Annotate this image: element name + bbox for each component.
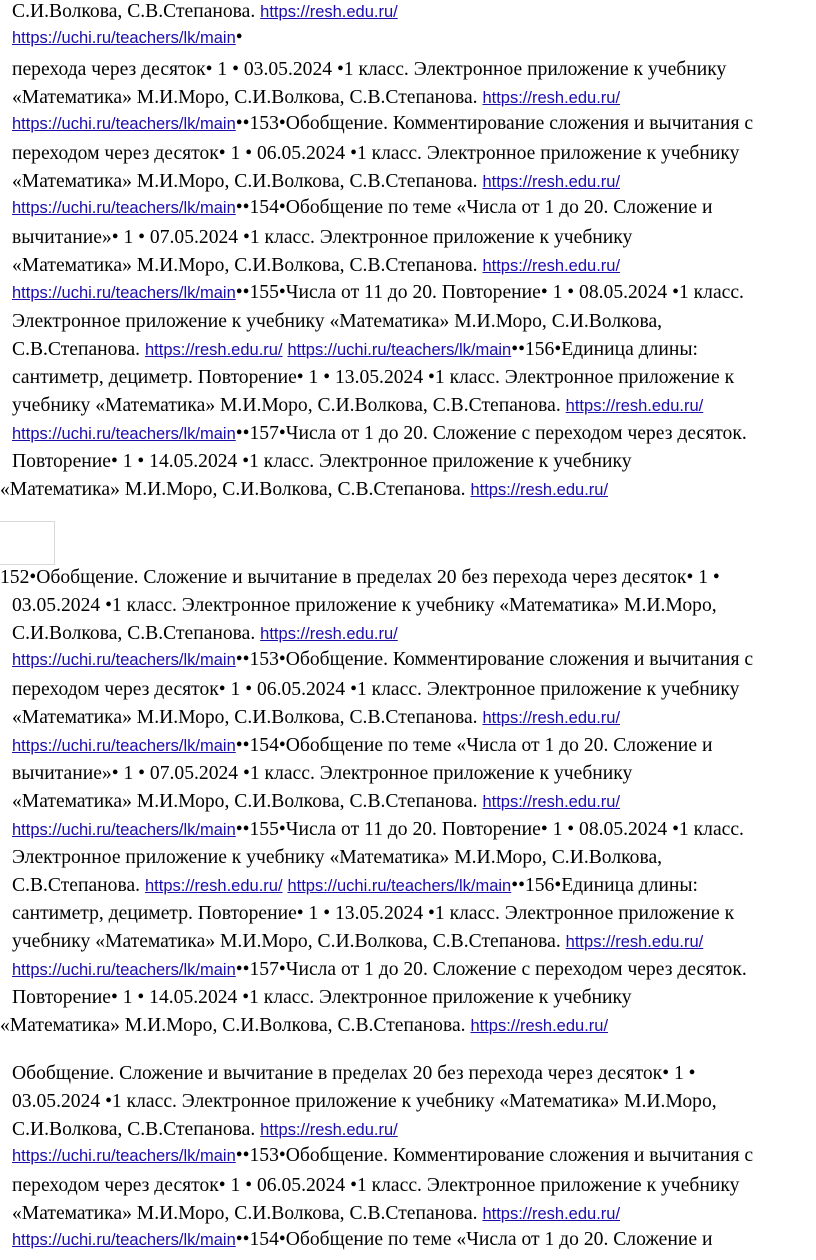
text-line bbox=[12, 312, 662, 332]
uchi-link[interactable]: https://uchi.ru/teachers/lk/main bbox=[12, 821, 236, 839]
resh-link[interactable]: https://resh.edu.ru/ bbox=[482, 793, 621, 811]
text-line bbox=[12, 1092, 717, 1112]
text-segment: 03.05.2024 •1 класс. Электронное приложение к учебнику «Математика» М.И.Моро, bbox=[12, 595, 717, 616]
resh-link[interactable]: https://resh.edu.ru/ bbox=[470, 1017, 609, 1035]
text-segment: «Математика» М.И.Моро, С.И.Волкова, С.В.Степанова. bbox=[0, 479, 471, 500]
resh-link[interactable]: https://resh.edu.ru/ bbox=[144, 341, 283, 359]
resh-link[interactable]: https://resh.edu.ru/ bbox=[260, 1121, 398, 1139]
text-segment: ••154•Обобщение по теме «Числа от 1 до 20. Сложение и bbox=[235, 197, 713, 218]
uchi-link[interactable]: https://uchi.ru/teachers/lk/main bbox=[12, 199, 236, 217]
text-line bbox=[12, 283, 744, 303]
text-segment: «Математика» М.И.Моро, С.И.Волкова, С.В.Степанова. bbox=[12, 87, 483, 108]
text-segment: ••155•Числа от 11 до 20. Повторение• 1 • 08.05.2024 •1 класс. bbox=[235, 282, 744, 303]
text-segment: вычитание»• 1 • 07.05.2024 •1 класс. Электронное приложение к учебнику bbox=[12, 227, 633, 248]
text-line bbox=[12, 424, 747, 444]
text-line bbox=[12, 820, 744, 840]
text-line bbox=[0, 480, 608, 500]
text-line bbox=[12, 596, 717, 616]
text-line bbox=[12, 114, 753, 134]
text-line bbox=[12, 28, 243, 48]
uchi-link[interactable]: https://uchi.ru/teachers/lk/main bbox=[12, 115, 236, 133]
uchi-link[interactable]: https://uchi.ru/teachers/lk/main bbox=[287, 877, 512, 895]
text-segment: ••153•Обобщение. Комментирование сложения и вычитания с bbox=[235, 113, 754, 134]
text-line bbox=[12, 60, 726, 80]
text-segment: переходом через десяток• 1 • 06.05.2024 •1 класс. Электронное приложение к учебнику bbox=[12, 679, 740, 700]
text-line bbox=[12, 650, 753, 670]
empty-image-placeholder bbox=[0, 521, 55, 565]
text-segment: «Математика» М.И.Моро, С.И.Волкова, С.В.Степанова. bbox=[12, 171, 483, 192]
text-line bbox=[12, 848, 662, 868]
text-line bbox=[12, 256, 620, 276]
text-segment: «Математика» М.И.Моро, С.И.Волкова, С.В.Степанова. bbox=[12, 791, 483, 812]
text-segment: ••154•Обобщение по теме «Числа от 1 до 20. Сложение и bbox=[235, 735, 713, 756]
text-segment: ••153•Обобщение. Комментирование сложения и вычитания с bbox=[235, 649, 754, 670]
uchi-link[interactable]: https://uchi.ru/teachers/lk/main bbox=[12, 425, 236, 443]
text-segment: ••157•Числа от 1 до 20. Сложение с переходом через десяток. bbox=[235, 423, 747, 444]
text-segment: переходом через десяток• 1 • 06.05.2024 •1 класс. Электронное приложение к учебнику bbox=[12, 1175, 740, 1196]
text-line bbox=[12, 876, 698, 896]
text-segment: Повторение• 1 • 14.05.2024 •1 класс. Электронное приложение к учебнику bbox=[12, 451, 632, 472]
text-segment: 03.05.2024 •1 класс. Электронное приложение к учебнику «Математика» М.И.Моро, bbox=[12, 1091, 717, 1112]
text-segment: ••153•Обобщение. Комментирование сложения и вычитания с bbox=[235, 1145, 754, 1166]
resh-link[interactable]: https://resh.edu.ru/ bbox=[144, 877, 283, 895]
text-line bbox=[12, 988, 632, 1008]
resh-link[interactable]: https://resh.edu.ru/ bbox=[482, 1205, 621, 1223]
text-segment: сантиметр, дециметр. Повторение• 1 • 13.05.2024 •1 класс. Электронное приложение к bbox=[12, 367, 735, 388]
text-segment: переходом через десяток• 1 • 06.05.2024 •1 класс. Электронное приложение к учебнику bbox=[12, 143, 740, 164]
text-segment: ••154•Обобщение по теме «Числа от 1 до 20. Сложение и bbox=[235, 1229, 713, 1250]
text-segment: «Математика» М.И.Моро, С.И.Волкова, С.В.Степанова. bbox=[12, 255, 483, 276]
text-segment: «Математика» М.И.Моро, С.И.Волкова, С.В.Степанова. bbox=[12, 1203, 483, 1224]
resh-link[interactable]: https://resh.edu.ru/ bbox=[470, 481, 609, 499]
text-line bbox=[12, 764, 632, 784]
text-segment: 152•Обобщение. Сложение и вычитание в пределах 20 без перехода через десяток• 1 • bbox=[0, 567, 720, 588]
text-segment: учебнику «Математика» М.И.Моро, С.И.Волкова, С.В.Степанова. bbox=[12, 931, 566, 952]
uchi-link[interactable]: https://uchi.ru/teachers/lk/main bbox=[12, 29, 236, 47]
resh-link[interactable]: https://resh.edu.ru/ bbox=[565, 397, 704, 415]
text-segment: • bbox=[235, 27, 243, 48]
text-line bbox=[12, 368, 734, 388]
text-line bbox=[12, 932, 703, 952]
text-line bbox=[12, 198, 712, 218]
text-segment: С.И.Волкова, С.В.Степанова. bbox=[12, 1119, 261, 1140]
text-segment: ••155•Числа от 11 до 20. Повторение• 1 • 08.05.2024 •1 класс. bbox=[235, 819, 744, 840]
text-line bbox=[12, 88, 620, 108]
resh-link[interactable]: https://resh.edu.ru/ bbox=[482, 173, 621, 191]
text-line bbox=[12, 144, 739, 164]
uchi-link[interactable]: https://uchi.ru/teachers/lk/main bbox=[12, 961, 236, 979]
text-segment: Повторение• 1 • 14.05.2024 •1 класс. Электронное приложение к учебнику bbox=[12, 987, 632, 1008]
text-segment: сантиметр, дециметр. Повторение• 1 • 13.05.2024 •1 класс. Электронное приложение к bbox=[12, 903, 735, 924]
text-line bbox=[12, 904, 734, 924]
text-segment: Электронное приложение к учебнику «Математика» М.И.Моро, С.И.Волкова, bbox=[12, 847, 663, 868]
text-line bbox=[12, 792, 620, 812]
resh-link[interactable]: https://resh.edu.ru/ bbox=[565, 933, 704, 951]
text-line bbox=[12, 708, 620, 728]
text-line bbox=[12, 1064, 696, 1084]
text-segment: С.В.Степанова. bbox=[12, 339, 145, 360]
text-line bbox=[0, 568, 720, 588]
uchi-link[interactable]: https://uchi.ru/teachers/lk/main bbox=[12, 737, 236, 755]
text-line bbox=[12, 1176, 739, 1196]
uchi-link[interactable]: https://uchi.ru/teachers/lk/main bbox=[12, 284, 236, 302]
text-line bbox=[12, 1204, 620, 1224]
text-line bbox=[12, 736, 712, 756]
text-segment: Электронное приложение к учебнику «Математика» М.И.Моро, С.И.Волкова, bbox=[12, 311, 663, 332]
text-segment: «Математика» М.И.Моро, С.И.Волкова, С.В.Степанова. bbox=[0, 1015, 471, 1036]
text-line bbox=[12, 172, 620, 192]
text-line bbox=[12, 624, 398, 644]
text-segment: С.И.Волкова, С.В.Степанова. bbox=[12, 1, 261, 22]
text-line bbox=[12, 1146, 753, 1166]
resh-link[interactable]: https://resh.edu.ru/ bbox=[482, 89, 621, 107]
text-segment: «Математика» М.И.Моро, С.И.Волкова, С.В.Степанова. bbox=[12, 707, 483, 728]
text-line bbox=[12, 396, 703, 416]
resh-link[interactable]: https://resh.edu.ru/ bbox=[260, 3, 398, 21]
text-line bbox=[12, 680, 739, 700]
uchi-link[interactable]: https://uchi.ru/teachers/lk/main bbox=[287, 341, 512, 359]
text-line bbox=[12, 1230, 712, 1250]
text-line bbox=[12, 452, 632, 472]
uchi-link[interactable]: https://uchi.ru/teachers/lk/main bbox=[12, 1147, 236, 1165]
resh-link[interactable]: https://resh.edu.ru/ bbox=[260, 625, 398, 643]
resh-link[interactable]: https://resh.edu.ru/ bbox=[482, 257, 621, 275]
text-segment: Обобщение. Сложение и вычитание в пределах 20 без перехода через десяток• 1 • bbox=[12, 1063, 696, 1084]
uchi-link[interactable]: https://uchi.ru/teachers/lk/main bbox=[12, 651, 236, 669]
text-segment: ••156•Единица длины: bbox=[511, 875, 698, 896]
text-line bbox=[12, 228, 632, 248]
text-line bbox=[12, 1120, 398, 1140]
text-segment: перехода через десяток• 1 • 03.05.2024 •1 класс. Электронное приложение к учебнику bbox=[12, 59, 727, 80]
uchi-link[interactable]: https://uchi.ru/teachers/lk/main bbox=[12, 1231, 236, 1249]
text-line bbox=[0, 1016, 608, 1036]
text-line bbox=[12, 960, 747, 980]
text-segment: С.И.Волкова, С.В.Степанова. bbox=[12, 623, 261, 644]
text-line bbox=[12, 340, 698, 360]
text-segment: вычитание»• 1 • 07.05.2024 •1 класс. Электронное приложение к учебнику bbox=[12, 763, 633, 784]
text-segment: С.В.Степанова. bbox=[12, 875, 145, 896]
resh-link[interactable]: https://resh.edu.ru/ bbox=[482, 709, 621, 727]
text-segment: ••157•Числа от 1 до 20. Сложение с переходом через десяток. bbox=[235, 959, 747, 980]
text-segment: учебнику «Математика» М.И.Моро, С.И.Волкова, С.В.Степанова. bbox=[12, 395, 566, 416]
text-line bbox=[12, 2, 398, 22]
text-segment: ••156•Единица длины: bbox=[511, 339, 698, 360]
